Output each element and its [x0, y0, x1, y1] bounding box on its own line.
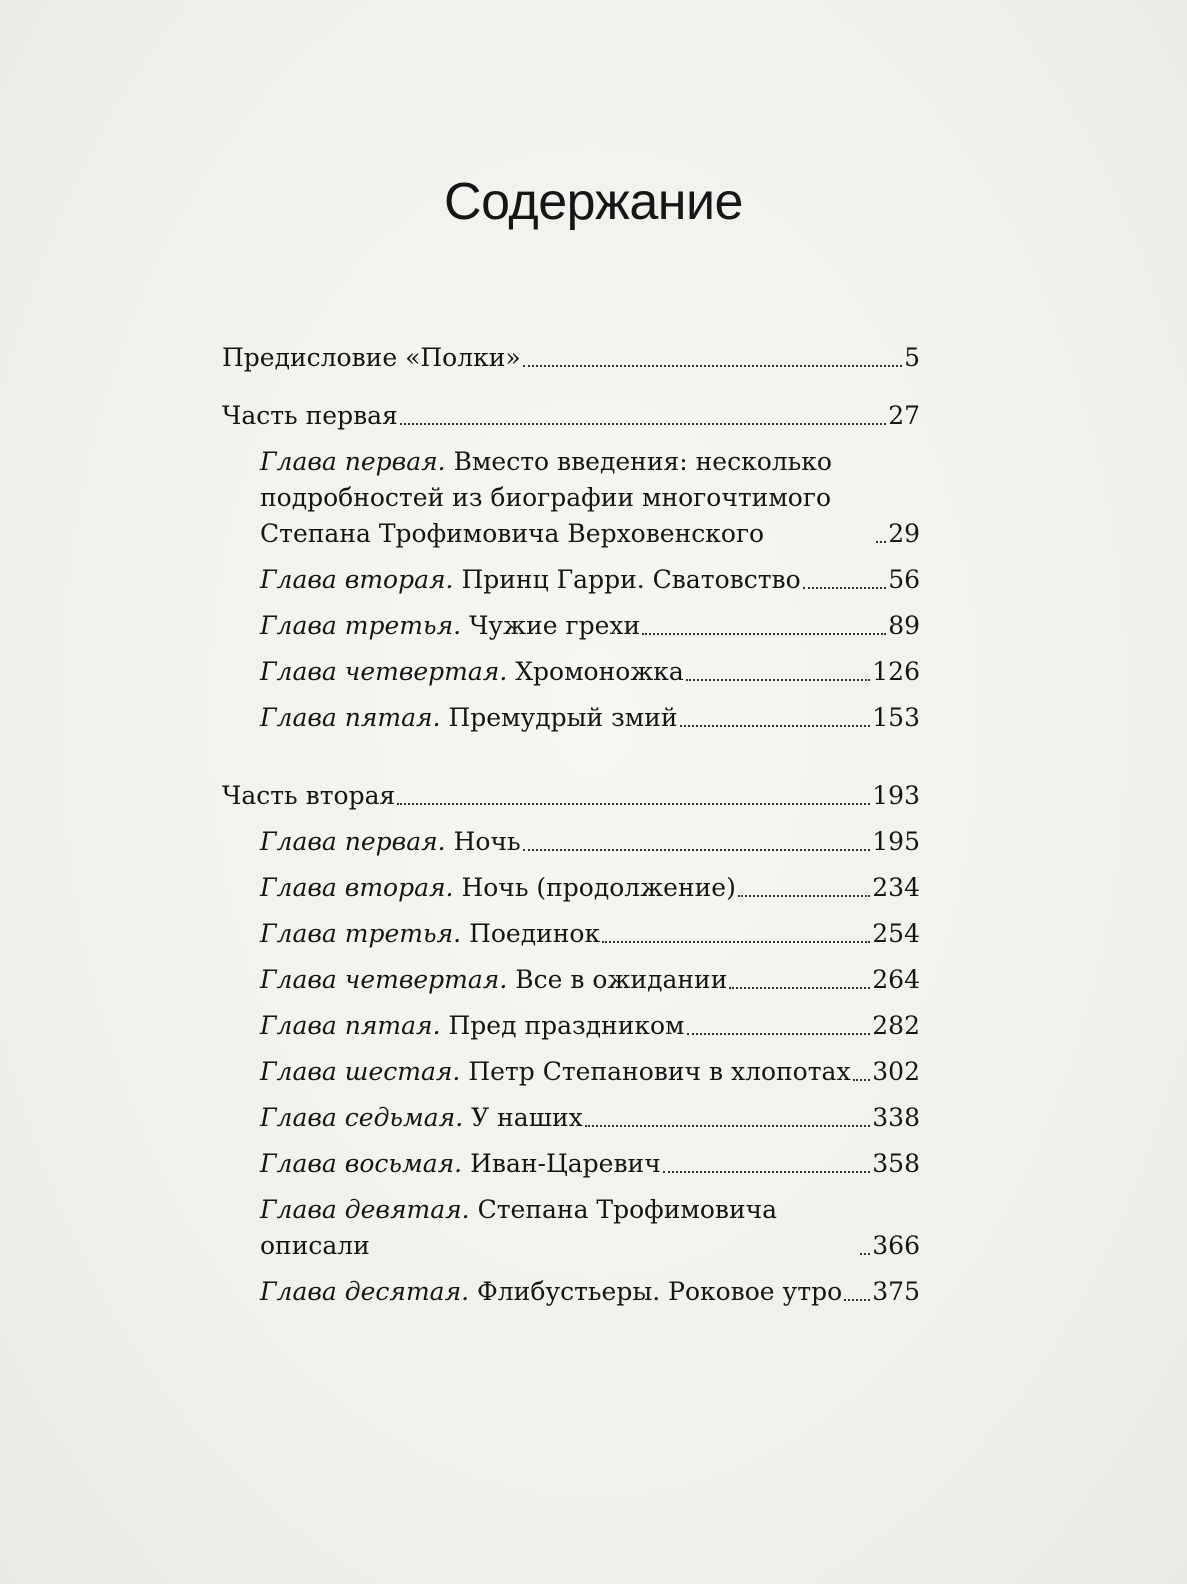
chapter-prefix: Глава третья. [260, 611, 462, 640]
dot-leader [738, 895, 870, 897]
toc-page-number: 56 [888, 565, 920, 594]
dot-leader [397, 803, 870, 805]
toc-page-number: 89 [888, 611, 920, 640]
chapter-prefix: Глава пятая. [260, 1011, 441, 1040]
chapter-title: Степана Трофимовича описали [260, 1195, 778, 1260]
toc-page-number: 234 [872, 873, 920, 902]
chapter-prefix: Глава четвертая. [260, 657, 508, 686]
toc-entry-chapter[interactable] [222, 1192, 920, 1264]
toc-entry-chapter[interactable] [222, 1100, 920, 1136]
toc-entry-chapter[interactable] [222, 916, 920, 952]
dot-leader [523, 849, 871, 851]
toc-entry-chapter[interactable] [222, 962, 920, 998]
toc-page-number: 375 [872, 1277, 920, 1306]
toc-entry-chapter[interactable] [222, 1146, 920, 1182]
chapter-prefix: Глава первая. [260, 447, 446, 476]
chapter-prefix: Глава четвертая. [260, 965, 508, 994]
chapter-prefix: Глава третья. [260, 919, 462, 948]
toc-entry-chapter[interactable] [222, 1274, 920, 1310]
dot-leader [523, 365, 902, 367]
toc-entry-preface[interactable] [222, 340, 920, 376]
dot-leader [585, 1125, 871, 1127]
dot-leader [876, 541, 886, 543]
toc-entry-chapter[interactable] [222, 444, 920, 552]
toc-entry-label: Предисловие «Полки» [222, 343, 521, 372]
chapter-prefix: Глава шестая. [260, 1057, 461, 1086]
dot-leader [686, 679, 870, 681]
toc-entry-label: Часть вторая [222, 781, 396, 810]
dot-leader [860, 1253, 870, 1255]
toc-entry-chapter[interactable] [222, 562, 920, 598]
dot-leader [400, 423, 886, 425]
chapter-prefix: Глава десятая. [260, 1277, 470, 1306]
toc-page-number: 153 [872, 703, 920, 732]
toc-entry-chapter[interactable] [222, 654, 920, 690]
toc-page-number: 126 [872, 657, 920, 686]
dot-leader [803, 587, 887, 589]
dot-leader [602, 941, 870, 943]
toc-page-number: 264 [872, 965, 920, 994]
toc-entry-chapter[interactable] [222, 1054, 920, 1090]
part-2-chapters [222, 824, 920, 1310]
chapter-prefix: Глава вторая. [260, 565, 454, 594]
dot-leader [729, 987, 870, 989]
chapter-prefix: Глава пятая. [260, 703, 441, 732]
toc-entry-chapter[interactable] [222, 870, 920, 906]
page-title: Содержание [444, 173, 743, 231]
chapter-title: Хромоножка [515, 657, 684, 686]
part-1-chapters [222, 444, 920, 736]
chapter-title: У наших [471, 1103, 583, 1132]
chapter-title: Пред праздником [448, 1011, 685, 1040]
dot-leader [853, 1079, 871, 1081]
toc-entry-label: Часть первая [222, 401, 398, 430]
chapter-prefix: Глава вторая. [260, 873, 454, 902]
toc-page-number: 27 [888, 401, 920, 430]
dot-leader [844, 1299, 870, 1301]
chapter-title: Все в ожидании [515, 965, 728, 994]
toc-entry-chapter[interactable] [222, 608, 920, 644]
toc-page-number: 195 [872, 827, 920, 856]
toc-entry-chapter[interactable] [222, 824, 920, 860]
dot-leader [680, 725, 871, 727]
dot-leader [687, 1033, 871, 1035]
chapter-title: Флибустьеры. Роковое утро [477, 1277, 843, 1306]
chapter-prefix: Глава девятая. [260, 1195, 470, 1224]
toc-page-number: 29 [888, 519, 920, 548]
chapter-prefix: Глава восьмая. [260, 1149, 463, 1178]
toc-page-number: 193 [872, 781, 920, 810]
chapter-title: Иван-Царевич [470, 1149, 661, 1178]
toc-page-number: 254 [872, 919, 920, 948]
toc-page-number: 358 [872, 1149, 920, 1178]
toc-entry-part-1[interactable] [222, 398, 920, 434]
toc-entry-chapter[interactable] [222, 1008, 920, 1044]
toc-page-number: 302 [872, 1057, 920, 1086]
dot-leader [663, 1171, 871, 1173]
chapter-title: Принц Гарри. Сватовство [461, 565, 801, 594]
toc-page-number: 282 [872, 1011, 920, 1040]
chapter-title: Премудрый змий [448, 703, 678, 732]
chapter-prefix: Глава первая. [260, 827, 446, 856]
chapter-title: Ночь [453, 827, 521, 856]
chapter-prefix: Глава седьмая. [260, 1103, 464, 1132]
chapter-title: Петр Степанович в хлопотах [468, 1057, 851, 1086]
toc-page-number: 366 [872, 1231, 920, 1260]
table-of-contents [222, 340, 920, 1320]
chapter-title: Чужие грехи [469, 611, 641, 640]
toc-entry-chapter[interactable] [222, 700, 920, 736]
dot-leader [642, 633, 886, 635]
toc-page-number: 338 [872, 1103, 920, 1132]
toc-page-number: 5 [904, 343, 920, 372]
chapter-title: Поединок [469, 919, 601, 948]
chapter-title: Ночь (продолжение) [461, 873, 736, 902]
chapter-title: Вместо введения: несколько подробностей из биографии многочтимого Степана Трофимовича Верховенского [260, 447, 832, 548]
toc-entry-part-2[interactable] [222, 778, 920, 814]
